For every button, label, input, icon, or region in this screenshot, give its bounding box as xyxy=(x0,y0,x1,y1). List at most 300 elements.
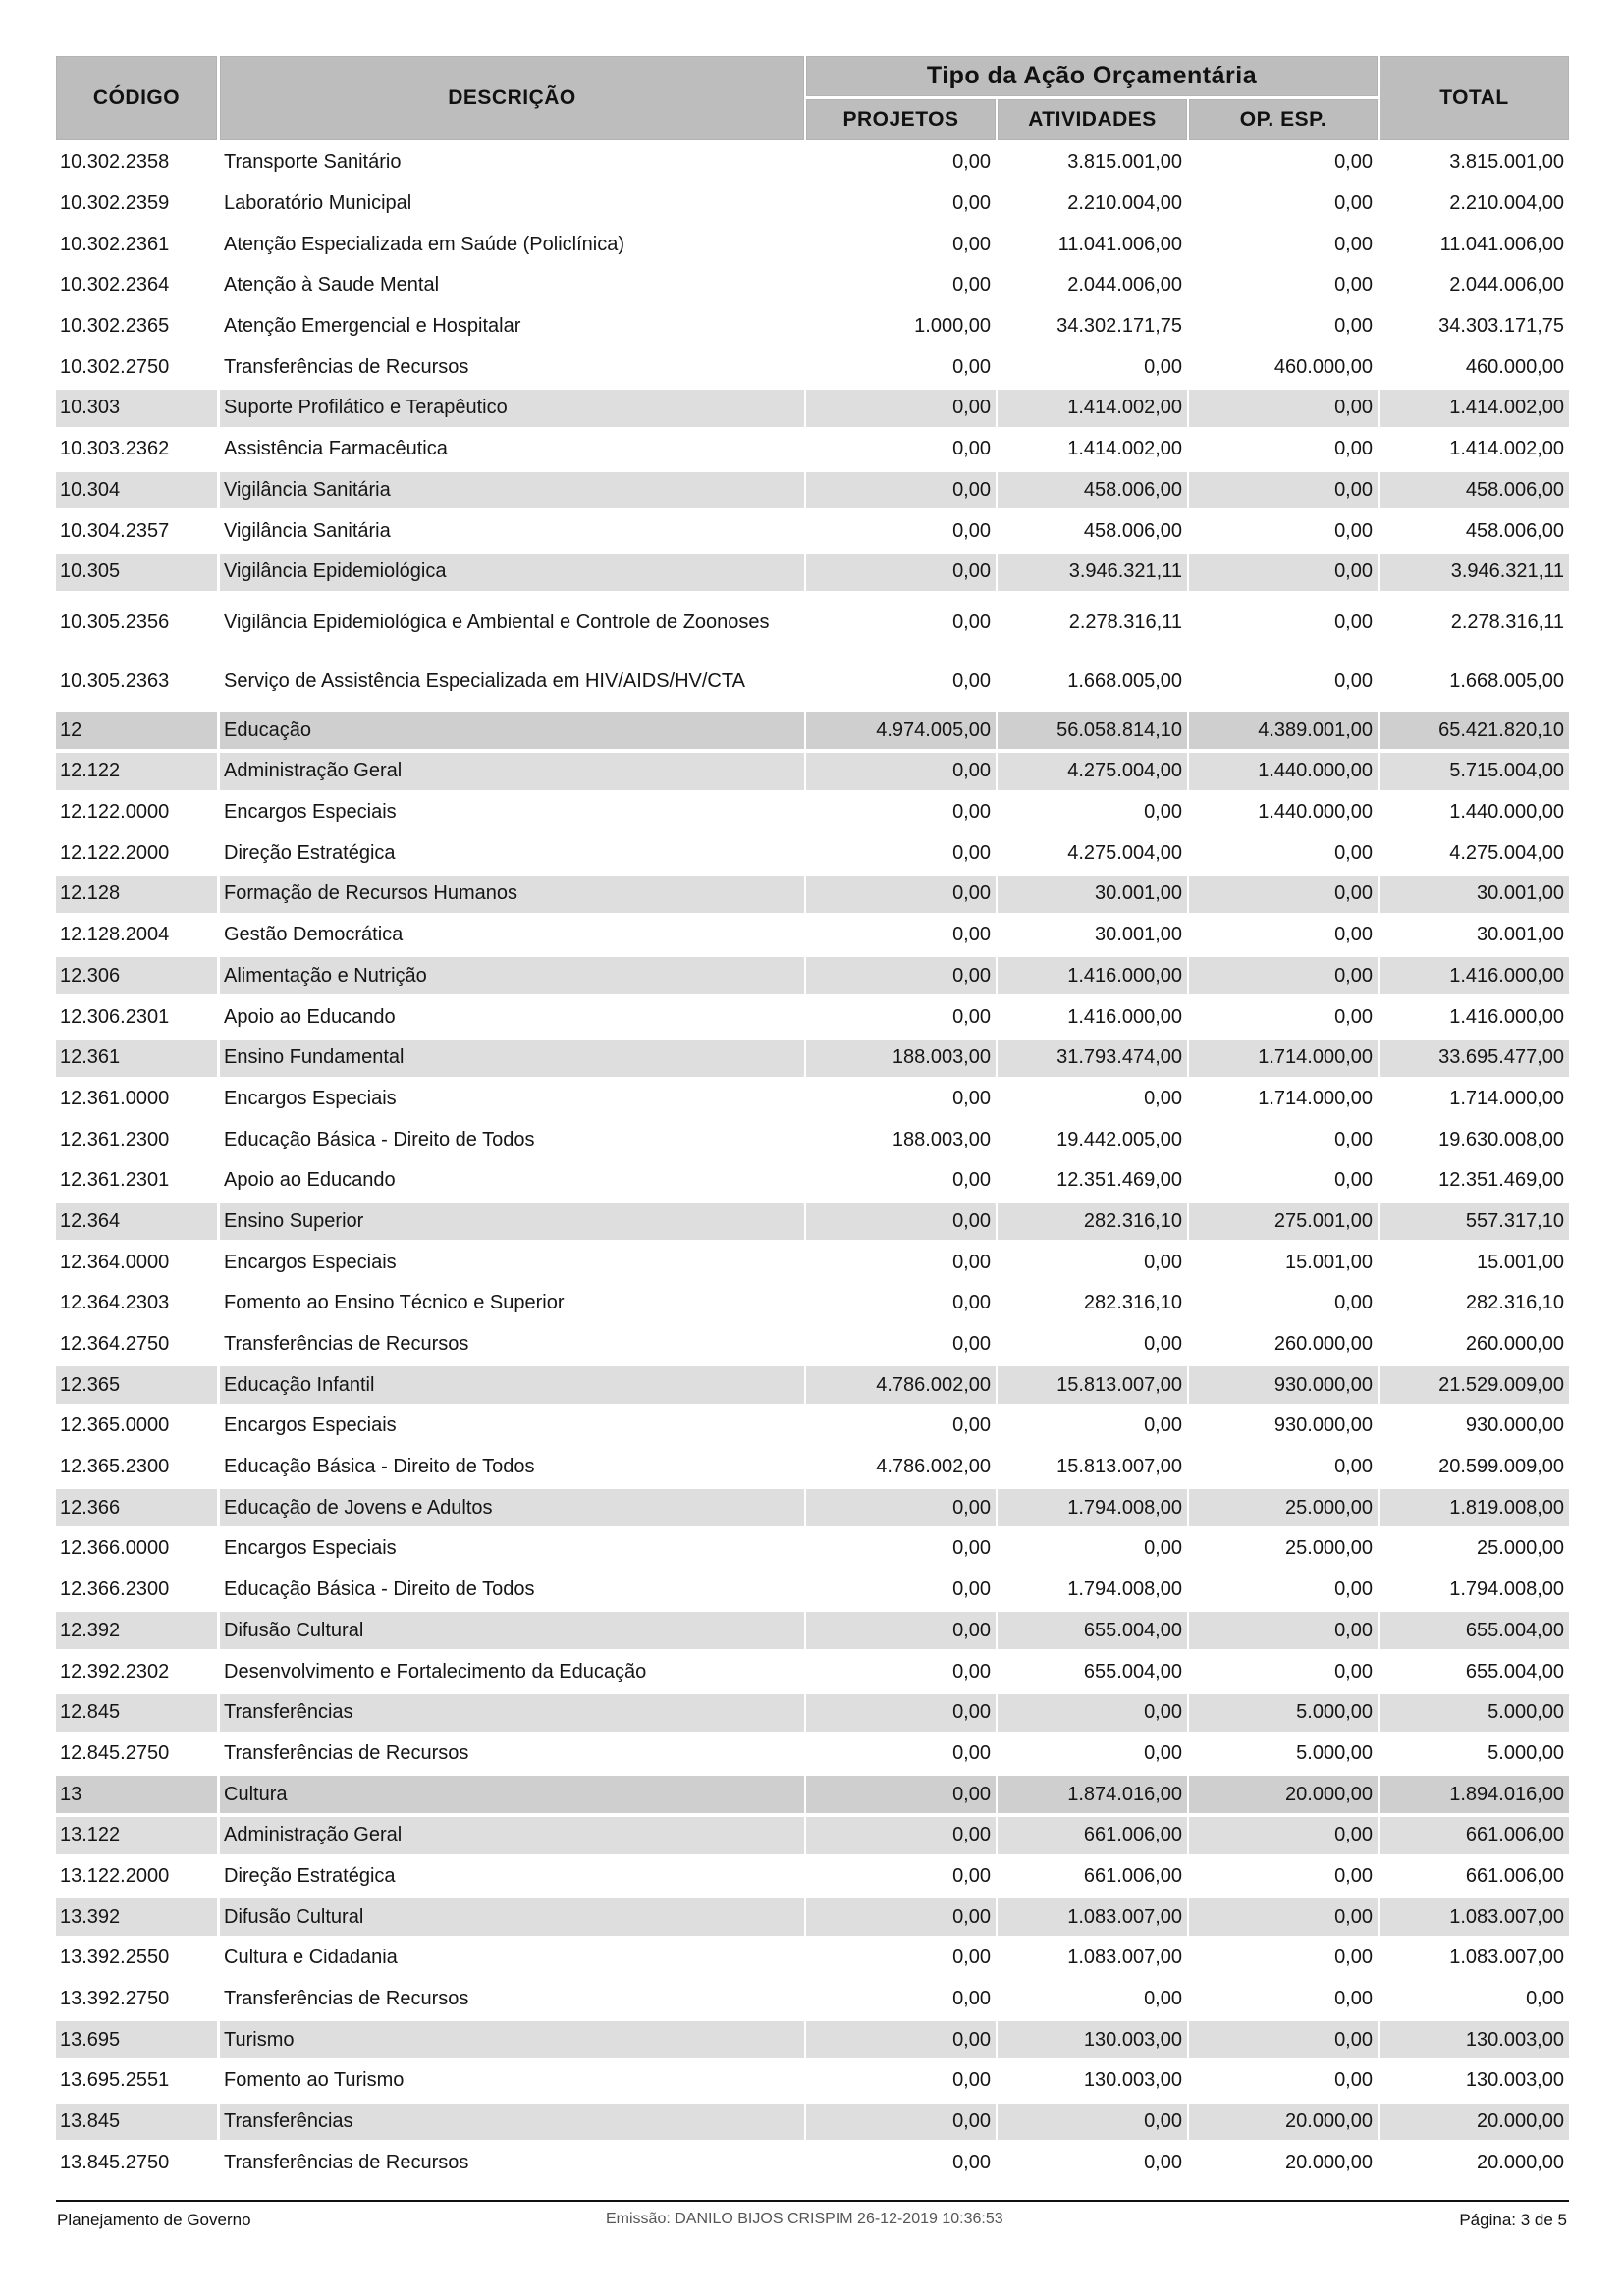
row-code: 10.303 xyxy=(56,390,217,427)
row-atividades: 1.668.005,00 xyxy=(1067,669,1182,692)
row-projetos: 188.003,00 xyxy=(892,1128,991,1150)
row-projetos: 1.000,00 xyxy=(914,315,991,338)
row-atividades: 0,00 xyxy=(1144,1988,1182,2010)
row-projetos: 0,00 xyxy=(952,1415,991,1437)
row-atividades: 0,00 xyxy=(998,1694,1187,1732)
table-row xyxy=(56,1896,1569,1938)
table-row xyxy=(56,996,1569,1038)
row-op-esp: 0,00 xyxy=(1334,2069,1373,2092)
table-row xyxy=(56,224,1569,265)
row-projetos: 0,00 xyxy=(952,924,991,946)
row-projetos: 0,00 xyxy=(806,1817,996,1854)
table-row xyxy=(56,1815,1569,1856)
table-row xyxy=(56,2102,1569,2143)
row-projetos: 0,00 xyxy=(806,2104,996,2141)
row-total: 5.000,00 xyxy=(1380,1694,1569,1732)
row-projetos: 0,00 xyxy=(952,1292,991,1314)
footer-divider xyxy=(56,2200,1569,2202)
row-projetos: 0,00 xyxy=(806,957,996,994)
row-description: Transferências de Recursos xyxy=(224,1333,469,1356)
row-projetos: 0,00 xyxy=(952,669,991,692)
row-projetos: 0,00 xyxy=(806,554,996,591)
row-description: Turismo xyxy=(220,2021,804,2058)
row-total: 33.695.477,00 xyxy=(1380,1040,1569,1077)
row-projetos: 0,00 xyxy=(952,1864,991,1887)
row-op-esp: 1.440.000,00 xyxy=(1189,753,1378,790)
row-atividades: 30.001,00 xyxy=(998,876,1187,913)
row-description: Assistência Farmacêutica xyxy=(224,438,448,460)
row-atividades: 1.794.008,00 xyxy=(1067,1578,1182,1601)
row-projetos: 0,00 xyxy=(806,1898,996,1936)
budget-table xyxy=(56,56,1569,2183)
row-description: Gestão Democrática xyxy=(224,924,404,946)
row-total: 1.083.007,00 xyxy=(1449,1947,1564,1969)
row-op-esp: 0,00 xyxy=(1334,315,1373,338)
row-description: Vigilância Sanitária xyxy=(220,472,804,509)
row-code: 12.845 xyxy=(56,1694,217,1732)
row-total: 2.278.316,11 xyxy=(1450,611,1564,633)
row-description: Educação Básica - Direito de Todos xyxy=(224,1128,535,1150)
footer-org: Planejamento de Governo xyxy=(57,2211,251,2229)
row-atividades: 3.946.321,11 xyxy=(998,554,1187,591)
header-code: CÓDIGO xyxy=(56,56,217,140)
table-row xyxy=(56,1856,1569,1897)
row-op-esp: 0,00 xyxy=(1334,192,1373,215)
row-code: 12.122.0000 xyxy=(60,801,170,824)
table-row xyxy=(56,1447,1569,1488)
row-atividades: 0,00 xyxy=(1144,1741,1182,1764)
row-atividades: 1.794.008,00 xyxy=(998,1489,1187,1526)
row-atividades: 130.003,00 xyxy=(998,2021,1187,2058)
row-total: 34.303.171,75 xyxy=(1438,315,1564,338)
table-row xyxy=(56,347,1569,388)
row-code: 13.122.2000 xyxy=(60,1864,170,1887)
table-row xyxy=(56,552,1569,593)
row-code: 10.302.2358 xyxy=(60,151,170,174)
table-row xyxy=(56,1570,1569,1611)
table-row xyxy=(56,429,1569,470)
row-code: 12.361.2301 xyxy=(60,1169,170,1192)
row-atividades: 15.813.007,00 xyxy=(1056,1456,1182,1478)
row-code: 10.302.2365 xyxy=(60,315,170,338)
table-row xyxy=(56,1324,1569,1365)
row-projetos: 0,00 xyxy=(952,233,991,255)
table-row xyxy=(56,792,1569,833)
row-code: 12.306 xyxy=(56,957,217,994)
row-total: 1.414.002,00 xyxy=(1380,390,1569,427)
row-total: 11.041.006,00 xyxy=(1439,233,1564,255)
table-row xyxy=(56,1079,1569,1120)
row-description: Apoio ao Educando xyxy=(224,1169,396,1192)
row-atividades: 1.414.002,00 xyxy=(998,390,1187,427)
row-total: 2.044.006,00 xyxy=(1449,274,1564,296)
row-op-esp: 5.000,00 xyxy=(1189,1694,1378,1732)
row-projetos: 0,00 xyxy=(952,1333,991,1356)
row-description: Suporte Profilático e Terapêutico xyxy=(220,390,804,427)
row-description: Direção Estratégica xyxy=(224,1864,396,1887)
row-description: Educação Infantil xyxy=(220,1366,804,1404)
row-projetos: 0,00 xyxy=(806,753,996,790)
row-op-esp: 1.714.000,00 xyxy=(1189,1040,1378,1077)
row-op-esp: 0,00 xyxy=(1334,519,1373,542)
row-code: 12.392 xyxy=(56,1612,217,1649)
row-atividades: 31.793.474,00 xyxy=(998,1040,1187,1077)
row-code: 12.364.2303 xyxy=(60,1292,170,1314)
row-total: 1.440.000,00 xyxy=(1449,801,1564,824)
table-row xyxy=(56,653,1569,710)
row-atividades: 1.083.007,00 xyxy=(998,1898,1187,1936)
table-row xyxy=(56,1774,1569,1815)
row-projetos: 0,00 xyxy=(952,151,991,174)
row-op-esp: 0,00 xyxy=(1334,841,1373,864)
row-projetos: 0,00 xyxy=(952,1005,991,1028)
row-op-esp: 0,00 xyxy=(1189,2021,1378,2058)
row-code: 13.845 xyxy=(56,2104,217,2141)
row-code: 12.366.0000 xyxy=(60,1537,170,1560)
row-op-esp: 0,00 xyxy=(1334,924,1373,946)
row-total: 30.001,00 xyxy=(1477,924,1564,946)
row-total: 19.630.008,00 xyxy=(1438,1128,1564,1150)
row-atividades: 2.044.006,00 xyxy=(1067,274,1182,296)
row-op-esp: 0,00 xyxy=(1334,1864,1373,1887)
row-atividades: 0,00 xyxy=(1144,801,1182,824)
row-op-esp: 460.000,00 xyxy=(1273,355,1373,378)
row-op-esp: 1.714.000,00 xyxy=(1258,1087,1373,1109)
row-total: 661.006,00 xyxy=(1380,1817,1569,1854)
row-projetos: 0,00 xyxy=(952,1578,991,1601)
row-total: 2.210.004,00 xyxy=(1449,192,1564,215)
row-description: Atenção à Saude Mental xyxy=(224,274,440,296)
row-description: Encargos Especiais xyxy=(224,1415,397,1437)
row-total: 0,00 xyxy=(1526,1988,1564,2010)
row-code: 10.302.2361 xyxy=(60,233,170,255)
row-op-esp: 0,00 xyxy=(1334,669,1373,692)
row-code: 13.845.2750 xyxy=(60,2151,170,2173)
row-projetos: 0,00 xyxy=(952,841,991,864)
row-projetos: 0,00 xyxy=(952,611,991,633)
row-atividades: 130.003,00 xyxy=(1083,2069,1182,2092)
row-description: Encargos Especiais xyxy=(224,801,397,824)
row-projetos: 0,00 xyxy=(952,519,991,542)
row-projetos: 4.974.005,00 xyxy=(806,712,996,749)
row-total: 4.275.004,00 xyxy=(1449,841,1564,864)
row-code: 12.122 xyxy=(56,753,217,790)
table-row xyxy=(56,1406,1569,1447)
table-row xyxy=(56,1242,1569,1283)
row-atividades: 0,00 xyxy=(1144,2151,1182,2173)
row-total: 1.416.000,00 xyxy=(1380,957,1569,994)
row-total: 458.006,00 xyxy=(1380,472,1569,509)
table-row xyxy=(56,1283,1569,1324)
header-op-esp: OP. ESP. xyxy=(1189,99,1378,140)
table-row xyxy=(56,832,1569,874)
table-row xyxy=(56,388,1569,429)
row-op-esp: 0,00 xyxy=(1334,1005,1373,1028)
row-description: Difusão Cultural xyxy=(220,1898,804,1936)
row-projetos: 0,00 xyxy=(952,2151,991,2173)
row-projetos: 0,00 xyxy=(952,1537,991,1560)
row-total: 65.421.820,10 xyxy=(1380,712,1569,749)
row-total: 5.715.004,00 xyxy=(1380,753,1569,790)
row-code: 12.365 xyxy=(56,1366,217,1404)
row-description: Alimentação e Nutrição xyxy=(220,957,804,994)
row-description: Educação Básica - Direito de Todos xyxy=(224,1578,535,1601)
row-code: 10.302.2359 xyxy=(60,192,170,215)
row-op-esp: 15.001,00 xyxy=(1285,1251,1373,1273)
table-row xyxy=(56,1201,1569,1243)
row-op-esp: 275.001,00 xyxy=(1189,1203,1378,1241)
row-op-esp: 930.000,00 xyxy=(1273,1415,1373,1437)
row-code: 12.366.2300 xyxy=(60,1578,170,1601)
row-total: 30.001,00 xyxy=(1380,876,1569,913)
row-atividades: 0,00 xyxy=(998,2104,1187,2141)
row-description: Formação de Recursos Humanos xyxy=(220,876,804,913)
row-total: 1.414.002,00 xyxy=(1449,438,1564,460)
row-total: 130.003,00 xyxy=(1465,2069,1564,2092)
row-description: Atenção Emergencial e Hospitalar xyxy=(224,315,521,338)
row-description: Fomento ao Ensino Técnico e Superior xyxy=(224,1292,565,1314)
table-row xyxy=(56,1038,1569,1079)
row-description: Ensino Superior xyxy=(220,1203,804,1241)
row-code: 12.128.2004 xyxy=(60,924,170,946)
table-row xyxy=(56,955,1569,996)
row-total: 458.006,00 xyxy=(1465,519,1564,542)
row-description: Cultura xyxy=(220,1776,804,1813)
row-description: Direção Estratégica xyxy=(224,841,396,864)
row-total: 25.000,00 xyxy=(1477,1537,1564,1560)
row-code: 13.695 xyxy=(56,2021,217,2058)
row-description: Laboratório Municipal xyxy=(224,192,412,215)
table-row xyxy=(56,306,1569,347)
row-op-esp: 0,00 xyxy=(1189,554,1378,591)
header-group-tipo-acao: Tipo da Ação Orçamentária xyxy=(806,56,1378,96)
row-projetos: 0,00 xyxy=(952,355,991,378)
row-description: Atenção Especializada em Saúde (Policlínica) xyxy=(224,233,624,255)
row-atividades: 11.041.006,00 xyxy=(1057,233,1182,255)
table-row xyxy=(56,1610,1569,1651)
row-code: 12.845.2750 xyxy=(60,1741,170,1764)
row-description: Educação Básica - Direito de Todos xyxy=(224,1456,535,1478)
row-atividades: 282.316,10 xyxy=(1083,1292,1182,1314)
row-description: Transferências de Recursos xyxy=(224,355,469,378)
row-op-esp: 4.389.001,00 xyxy=(1189,712,1378,749)
row-total: 15.001,00 xyxy=(1477,1251,1564,1273)
row-code: 12.364.0000 xyxy=(60,1251,170,1273)
row-code: 10.302.2364 xyxy=(60,274,170,296)
row-op-esp: 0,00 xyxy=(1334,1947,1373,1969)
row-op-esp: 0,00 xyxy=(1334,151,1373,174)
row-projetos: 0,00 xyxy=(806,472,996,509)
row-atividades: 458.006,00 xyxy=(998,472,1187,509)
row-total: 5.000,00 xyxy=(1488,1741,1564,1764)
row-description: Desenvolvimento e Fortalecimento da Educação xyxy=(224,1660,647,1682)
row-total: 460.000,00 xyxy=(1465,355,1564,378)
row-total: 930.000,00 xyxy=(1465,1415,1564,1437)
row-code: 12.128 xyxy=(56,876,217,913)
row-atividades: 1.083.007,00 xyxy=(1067,1947,1182,1969)
row-description: Transporte Sanitário xyxy=(224,151,402,174)
row-total: 260.000,00 xyxy=(1465,1333,1564,1356)
footer-emission: Emissão: DANILO BIJOS CRISPIM 26-12-2019 10:36:53 xyxy=(606,2211,1003,2227)
row-projetos: 0,00 xyxy=(952,1251,991,1273)
row-code: 13.695.2551 xyxy=(60,2069,170,2092)
table-row xyxy=(56,1528,1569,1570)
row-atividades: 0,00 xyxy=(1144,1333,1182,1356)
row-description: Transferências de Recursos xyxy=(224,2151,469,2173)
row-projetos: 0,00 xyxy=(952,1988,991,2010)
row-code: 12.364.2750 xyxy=(60,1333,170,1356)
row-code: 13.122 xyxy=(56,1817,217,1854)
row-description: Administração Geral xyxy=(220,1817,804,1854)
row-total: 1.819.008,00 xyxy=(1380,1489,1569,1526)
row-description: Transferências xyxy=(220,1694,804,1732)
row-description: Educação xyxy=(220,712,804,749)
row-code: 10.303.2362 xyxy=(60,438,170,460)
row-total: 1.894.016,00 xyxy=(1380,1776,1569,1813)
row-description: Serviço de Assistência Especializada em HIV/AIDS/HV/CTA xyxy=(224,669,745,692)
header-total: TOTAL xyxy=(1380,56,1569,140)
row-op-esp: 0,00 xyxy=(1334,1660,1373,1682)
row-atividades: 282.316,10 xyxy=(998,1203,1187,1241)
row-op-esp: 930.000,00 xyxy=(1189,1366,1378,1404)
row-op-esp: 25.000,00 xyxy=(1189,1489,1378,1526)
row-atividades: 1.416.000,00 xyxy=(998,957,1187,994)
row-atividades: 2.210.004,00 xyxy=(1067,192,1182,215)
row-projetos: 188.003,00 xyxy=(806,1040,996,1077)
row-code: 10.305.2356 xyxy=(60,611,170,633)
table-row xyxy=(56,1734,1569,1775)
row-op-esp: 0,00 xyxy=(1334,274,1373,296)
row-op-esp: 0,00 xyxy=(1189,390,1378,427)
row-op-esp: 0,00 xyxy=(1189,472,1378,509)
row-op-esp: 5.000,00 xyxy=(1296,1741,1373,1764)
row-projetos: 0,00 xyxy=(806,876,996,913)
row-total: 1.668.005,00 xyxy=(1449,669,1564,692)
row-code: 12.361.2300 xyxy=(60,1128,170,1150)
row-atividades: 3.815.001,00 xyxy=(1067,151,1182,174)
table-row xyxy=(56,2142,1569,2183)
table-row xyxy=(56,751,1569,792)
row-total: 655.004,00 xyxy=(1380,1612,1569,1649)
table-row xyxy=(56,915,1569,956)
row-code: 12.306.2301 xyxy=(60,1005,170,1028)
row-op-esp: 20.000,00 xyxy=(1285,2151,1373,2173)
row-code: 10.305.2363 xyxy=(60,669,170,692)
row-total: 20.000,00 xyxy=(1380,2104,1569,2141)
row-atividades: 2.278.316,11 xyxy=(1068,611,1182,633)
header-projetos: PROJETOS xyxy=(806,99,996,140)
row-total: 557.317,10 xyxy=(1380,1203,1569,1241)
row-code: 13.392.2550 xyxy=(60,1947,170,1969)
row-op-esp: 1.440.000,00 xyxy=(1258,801,1373,824)
row-code: 12.392.2302 xyxy=(60,1660,170,1682)
row-code: 13.392.2750 xyxy=(60,1988,170,2010)
table-row xyxy=(56,2019,1569,2060)
row-projetos: 4.786.002,00 xyxy=(806,1366,996,1404)
row-projetos: 0,00 xyxy=(952,1087,991,1109)
row-projetos: 4.786.002,00 xyxy=(876,1456,991,1478)
row-total: 282.316,10 xyxy=(1465,1292,1564,1314)
row-atividades: 458.006,00 xyxy=(1083,519,1182,542)
row-projetos: 0,00 xyxy=(806,1612,996,1649)
row-atividades: 30.001,00 xyxy=(1095,924,1182,946)
row-projetos: 0,00 xyxy=(952,192,991,215)
table-row xyxy=(56,710,1569,751)
row-total: 3.946.321,11 xyxy=(1380,554,1569,591)
row-description: Difusão Cultural xyxy=(220,1612,804,1649)
row-description: Educação de Jovens e Adultos xyxy=(220,1489,804,1526)
row-description: Cultura e Cidadania xyxy=(224,1947,398,1969)
row-atividades: 34.302.171,75 xyxy=(1056,315,1182,338)
row-code: 12 xyxy=(56,712,217,749)
table-row xyxy=(56,874,1569,915)
row-op-esp: 0,00 xyxy=(1334,1578,1373,1601)
row-op-esp: 0,00 xyxy=(1189,1612,1378,1649)
row-code: 12.361 xyxy=(56,1040,217,1077)
row-atividades: 12.351.469,00 xyxy=(1056,1169,1182,1192)
row-description: Apoio ao Educando xyxy=(224,1005,396,1028)
row-atividades: 655.004,00 xyxy=(1083,1660,1182,1682)
row-atividades: 1.416.000,00 xyxy=(1067,1005,1182,1028)
row-projetos: 0,00 xyxy=(806,1489,996,1526)
row-projetos: 0,00 xyxy=(806,1776,996,1813)
row-atividades: 15.813.007,00 xyxy=(998,1366,1187,1404)
row-op-esp: 0,00 xyxy=(1334,611,1373,633)
row-projetos: 0,00 xyxy=(952,1660,991,1682)
table-row xyxy=(56,265,1569,306)
row-atividades: 655.004,00 xyxy=(998,1612,1187,1649)
row-description: Ensino Fundamental xyxy=(220,1040,804,1077)
table-row xyxy=(56,1692,1569,1734)
row-projetos: 0,00 xyxy=(806,390,996,427)
row-atividades: 661.006,00 xyxy=(1083,1864,1182,1887)
row-total: 130.003,00 xyxy=(1380,2021,1569,2058)
row-code: 12.122.2000 xyxy=(60,841,170,864)
header-atividades: ATIVIDADES xyxy=(998,99,1187,140)
row-projetos: 0,00 xyxy=(952,438,991,460)
row-projetos: 0,00 xyxy=(952,1741,991,1764)
row-atividades: 4.275.004,00 xyxy=(998,753,1187,790)
row-code: 13.392 xyxy=(56,1898,217,1936)
row-description: Vigilância Epidemiológica e Ambiental e Controle de Zoonoses xyxy=(224,611,770,633)
row-code: 12.361.0000 xyxy=(60,1087,170,1109)
row-op-esp: 260.000,00 xyxy=(1273,1333,1373,1356)
row-atividades: 56.058.814,10 xyxy=(998,712,1187,749)
table-row xyxy=(56,1364,1569,1406)
row-op-esp: 20.000,00 xyxy=(1189,2104,1378,2141)
row-projetos: 0,00 xyxy=(806,1203,996,1241)
row-atividades: 0,00 xyxy=(1144,355,1182,378)
row-total: 1.714.000,00 xyxy=(1449,1087,1564,1109)
table-row xyxy=(56,1979,1569,2020)
row-total: 3.815.001,00 xyxy=(1449,151,1564,174)
row-total: 1.794.008,00 xyxy=(1449,1578,1564,1601)
row-code: 12.364 xyxy=(56,1203,217,1241)
row-atividades: 0,00 xyxy=(1144,1087,1182,1109)
table-row xyxy=(56,1651,1569,1692)
row-description: Transferências xyxy=(220,2104,804,2141)
row-description: Transferências de Recursos xyxy=(224,1741,469,1764)
row-description: Encargos Especiais xyxy=(224,1251,397,1273)
row-description: Vigilância Sanitária xyxy=(224,519,391,542)
row-code: 10.304 xyxy=(56,472,217,509)
row-code: 12.365.0000 xyxy=(60,1415,170,1437)
row-op-esp: 0,00 xyxy=(1189,1817,1378,1854)
row-projetos: 0,00 xyxy=(806,2021,996,2058)
row-code: 13 xyxy=(56,1776,217,1813)
row-atividades: 0,00 xyxy=(1144,1251,1182,1273)
row-code: 10.304.2357 xyxy=(60,519,170,542)
